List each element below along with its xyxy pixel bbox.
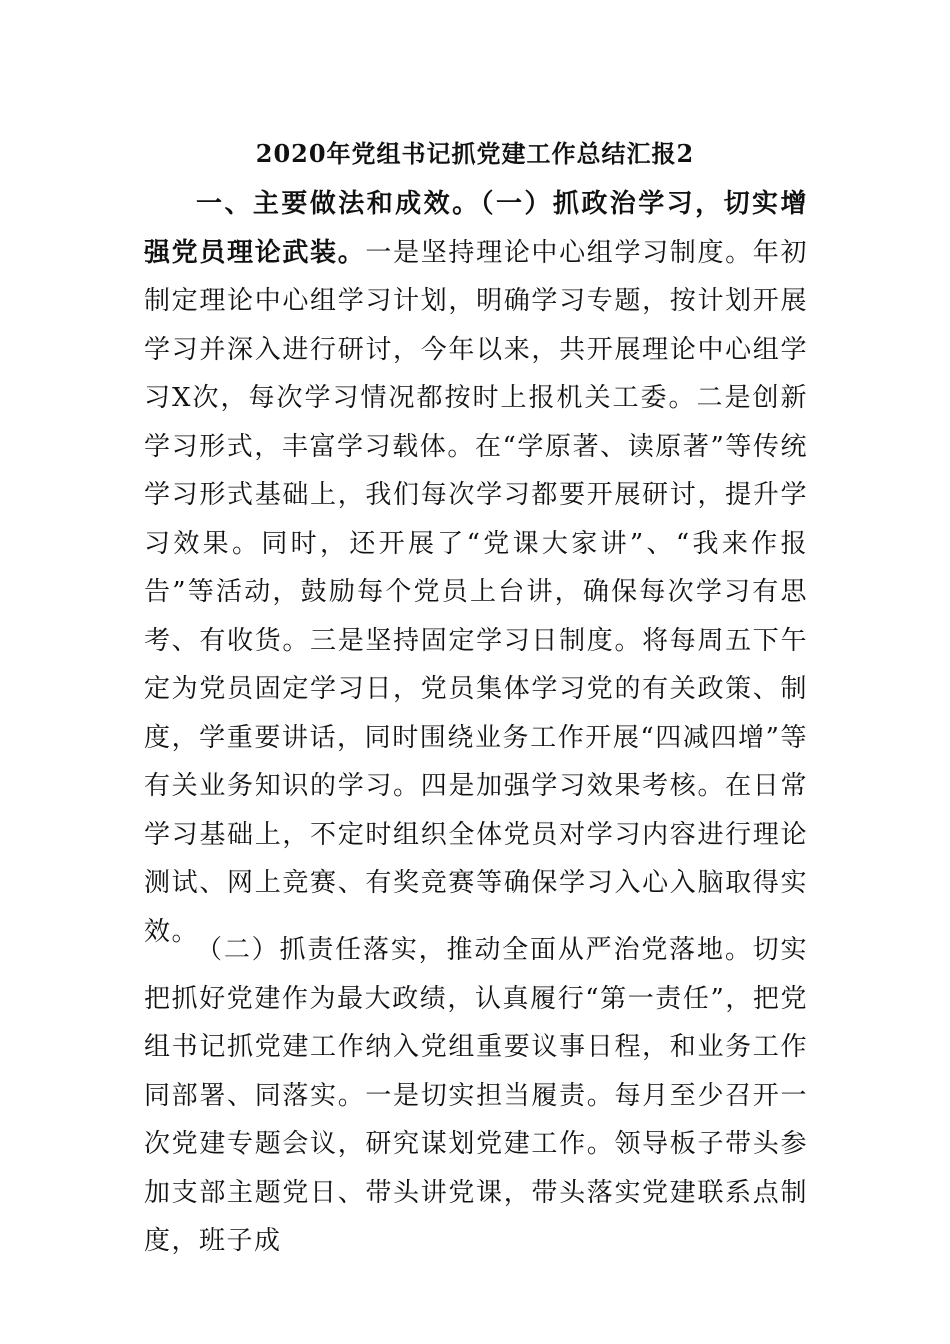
document-title: 2020年党组书记抓党建工作总结汇报2	[255, 139, 695, 168]
paragraph-1-text	[144, 180, 808, 956]
paragraph-2	[144, 926, 808, 1266]
section-2-body: （二）抓责任落实，推动全面从严治党落地。切实把抓好党建作为最大政绩，认真履行“第一责任”，把党组书记抓党建工作纳入党组重要议事日程，和业务工作同部署、同落实。一是切实担当履责。每月至少召开一次党建专题会议，研究谋划党建工作。领导板子带头参加支部主题党日、带头讲党课，带头落实党建联系点制度，班子成	[144, 935, 808, 1256]
section-1-body: 一是坚持理论中心组学习制度。年初制定理论中心组学习计划，明确学习专题，按计划开展学习并深入进行研讨，今年以来，共开展理论中心组学习X次，每次学习情况都按时上报机关工委。二是创新学习形式，丰富学习载体。在“学原著、读原著”等传统学习形式基础上，我们每次学习都要开展研讨，提升学习效果。同时，还开展了“党课大家讲”、“我来作报告”等活动，鼓励每个党员上台讲，确保每次学习有思考、有收货。三是坚持固定学习日制度。将每周五下午定为党员固定学习日，党员集体学习党的有关政策、制度，学重要讲话，同时围绕业务工作开展“四减四增”等有关业务知识的学习。四是加强学习效果考核。在日常学习基础上，不定时组织全体党员对学习内容进行理论测试、网上竞赛、有奖竞赛等确保学习入心入脑取得实效。	[144, 237, 808, 947]
section-1-heading: 一、主要做法和成效。（一）抓政治学习，切实增强党员理论武装。	[144, 189, 808, 268]
paragraph-1	[144, 180, 808, 956]
